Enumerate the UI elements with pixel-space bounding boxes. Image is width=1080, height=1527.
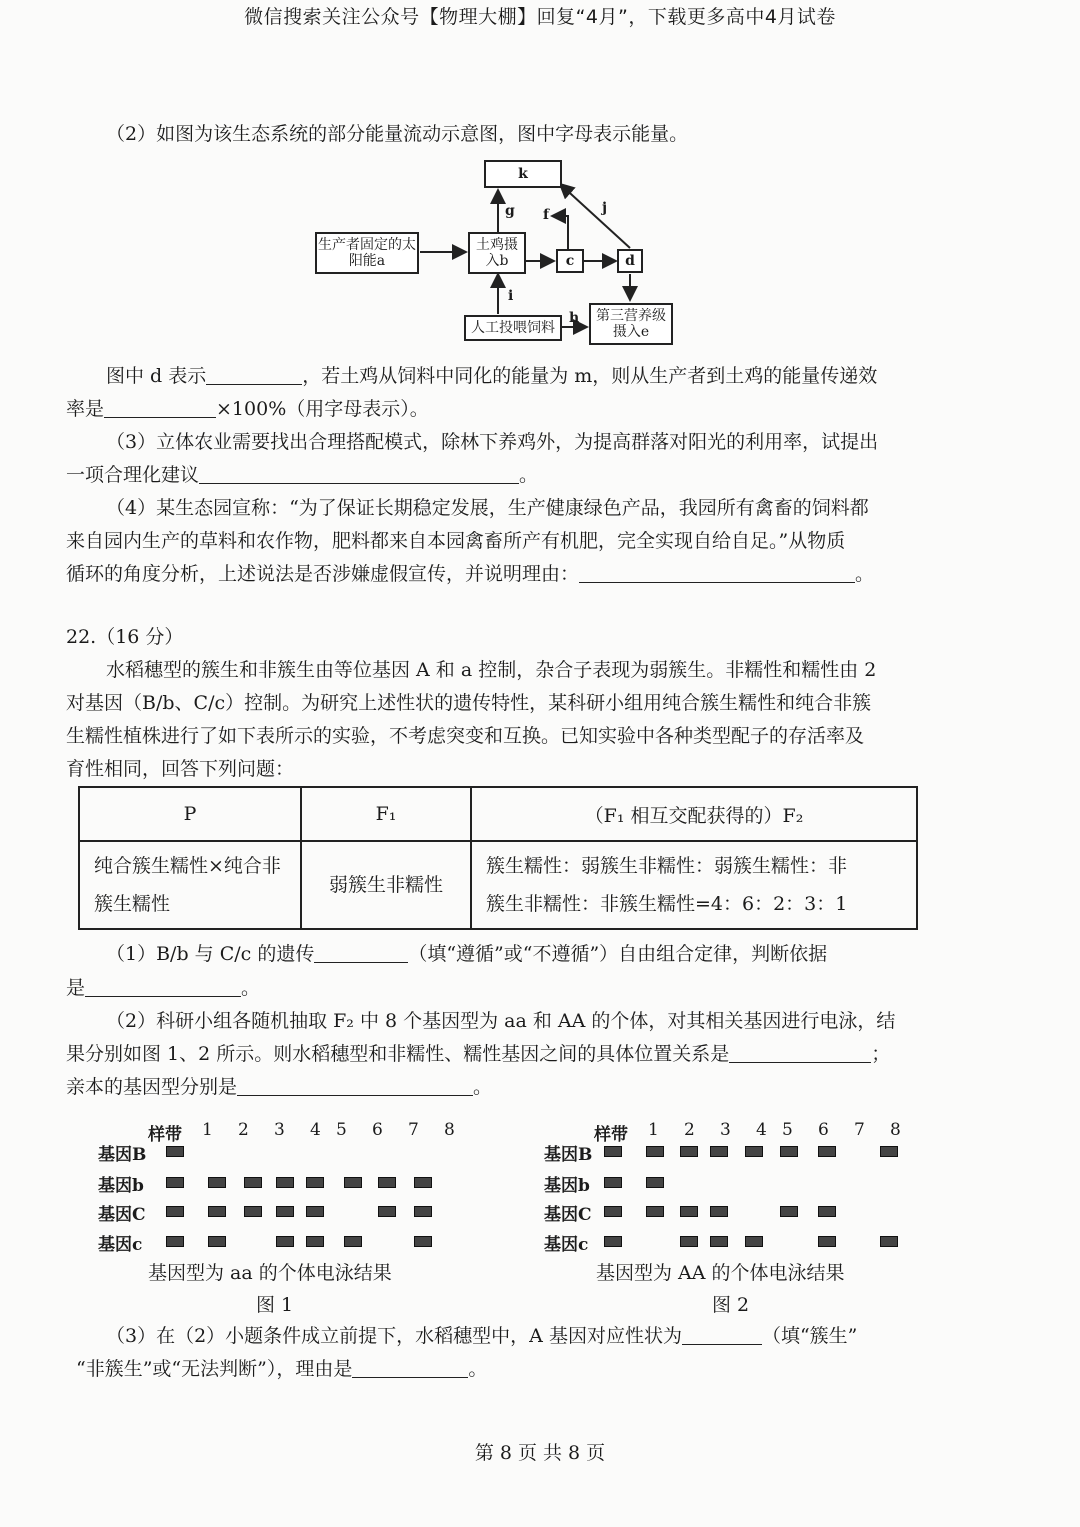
gel1-band — [208, 1236, 226, 1247]
label-i: i — [508, 288, 514, 304]
table-cell-f2: 簇生糯性：弱簇生非糯性：弱簇生糯性：非 簇生非糯性：非簇生糯性=4：6：2：3：1 — [471, 841, 917, 929]
gel1-band — [276, 1236, 294, 1247]
page-footer: 第 8 页 共 8 页 — [474, 1442, 606, 1464]
label-j: j — [602, 200, 608, 216]
gel2-band — [780, 1146, 798, 1157]
gel1-band — [244, 1206, 262, 1217]
node-c: c — [556, 249, 584, 273]
q22-sub1: （1）B/b 与 C/c 的遗传 （填“遵循”或“不遵循”）自由组合定律，判断依据 — [106, 938, 936, 970]
gel1-band — [378, 1206, 396, 1217]
gel2-figure-label: 图 2 — [712, 1294, 750, 1316]
gel1-lane-number: 3 — [274, 1120, 285, 1140]
answer-blank[interactable] — [314, 940, 408, 963]
gel1-row-label: 基因c — [98, 1235, 143, 1255]
gel1-band — [306, 1236, 324, 1247]
q22-title: 22.（16 分） — [66, 626, 184, 648]
q22-intro-2: 对基因（B/b、C/c）控制。为研究上述性状的遗传特性，某科研小组用纯合簇生糯性和纯合非簇 — [66, 692, 872, 714]
gel2-band — [710, 1146, 728, 1157]
gel1-band — [166, 1206, 184, 1217]
gel1-lane-number: 5 — [336, 1120, 347, 1140]
gel2-band — [646, 1206, 664, 1217]
table-cell-p: 纯合簇生糯性×纯合非 簇生糯性 — [79, 841, 301, 929]
gel2-lane-number: 1 — [648, 1120, 659, 1140]
gel2-band — [680, 1146, 698, 1157]
gel2-band — [880, 1236, 898, 1247]
q22-sub1-cont: 是 。 — [66, 972, 936, 1004]
gel1-row-label: 基因b — [98, 1176, 144, 1196]
cross-result-table — [78, 786, 918, 930]
gel2-row-label: 基因b — [544, 1176, 590, 1196]
answer-blank[interactable] — [199, 461, 519, 484]
answer-blank[interactable] — [206, 362, 302, 385]
page-header: 微信搜索关注公众号【物理大棚】回复“4月”，下载更多高中4月试卷 — [244, 6, 836, 28]
q21-part4-cont1: 来自园内生产的草料和农作物，肥料都来自本园禽畜所产有机肥，完全实现自给自足。”从物质 — [66, 530, 846, 552]
answer-blank[interactable] — [682, 1322, 762, 1345]
gel1-band — [414, 1206, 432, 1217]
gel1-band — [166, 1177, 184, 1188]
table-header-f2: （F₁ 相互交配获得的）F₂ — [471, 787, 917, 841]
gel1-band — [244, 1177, 262, 1188]
gel2-band — [680, 1206, 698, 1217]
gel1-caption: 基因型为 aa 的个体电泳结果 — [148, 1262, 392, 1284]
q22-intro-3: 生糯性植株进行了如下表所示的实验，不考虑突变和互换。已知实验中各种类型配子的存活率及 — [66, 725, 865, 747]
gel2-row-label: 基因B — [544, 1145, 593, 1165]
gel2-band — [818, 1206, 836, 1217]
gel2-band — [646, 1177, 664, 1188]
q22-intro-4: 育性相同，回答下列问题： — [66, 758, 295, 780]
q21-part4-cont2: 循环的角度分析，上述说法是否涉嫌虚假宣传，并说明理由： 。 — [66, 558, 936, 590]
gel1-band — [378, 1177, 396, 1188]
gel1-lane-number: 6 — [372, 1120, 383, 1140]
gel2-band — [710, 1236, 728, 1247]
gel2-band — [604, 1146, 622, 1157]
q21-part3-cont: 一项合理化建议 。 — [66, 459, 936, 491]
gel1-band — [166, 1146, 184, 1157]
table-header-p: P — [79, 787, 301, 841]
gel2-band — [710, 1206, 728, 1217]
gel1-band — [276, 1177, 294, 1188]
gel1-lane-number: 7 — [408, 1120, 419, 1140]
gel1-lane-number: 8 — [444, 1120, 455, 1140]
gel2-lane-number: 2 — [684, 1120, 695, 1140]
gel2-lane-header: 样带 — [594, 1125, 628, 1145]
label-g: g — [505, 203, 515, 219]
table-header-f1: F₁ — [301, 787, 471, 841]
q21-part4: （4）某生态园宣称：“为了保证长期稳定发展，生产健康绿色产品，我园所有禽畜的饲料都 — [106, 497, 869, 519]
q21-part2-intro: （2）如图为该生态系统的部分能量流动示意图，图中字母表示能量。 — [106, 123, 689, 145]
gel1-band — [166, 1236, 184, 1247]
gel2-band — [818, 1146, 836, 1157]
node-k: k — [484, 160, 562, 188]
gel1-row-label: 基因B — [98, 1145, 147, 1165]
gel2-band — [745, 1146, 763, 1157]
gel2-band — [604, 1177, 622, 1188]
node-chicken: 土鸡摄入b — [468, 232, 526, 274]
gel2-band — [880, 1146, 898, 1157]
gel1-band — [414, 1177, 432, 1188]
gel2-band — [780, 1206, 798, 1217]
gel1-lane-header: 样带 — [148, 1125, 182, 1145]
node-d: d — [617, 249, 643, 273]
answer-blank[interactable] — [104, 395, 216, 418]
label-f: f — [543, 207, 550, 223]
q22-sub2-cont: 果分别如图 1、2 所示。则水稻穗型和非糯性、糯性基因之间的具体位置关系是 ； — [66, 1038, 936, 1070]
gel1-row-label: 基因C — [98, 1205, 146, 1225]
answer-blank[interactable] — [729, 1040, 871, 1063]
answer-blank[interactable] — [579, 560, 855, 583]
gel1-band — [208, 1177, 226, 1188]
node-third-level: 第三营养级摄入e — [589, 303, 673, 345]
gel2-band — [604, 1236, 622, 1247]
gel2-row-label: 基因c — [544, 1235, 589, 1255]
gel1-band — [306, 1206, 324, 1217]
gel2-caption: 基因型为 AA 的个体电泳结果 — [596, 1262, 845, 1284]
q21-part3: （3）立体农业需要找出合理搭配模式，除林下养鸡外，为提高群落对阳光的利用率，试提出 — [106, 431, 879, 453]
gel2-band — [818, 1236, 836, 1247]
gel1-lane-number: 4 — [310, 1120, 321, 1140]
gel2-band — [604, 1206, 622, 1217]
gel2-lane-number: 6 — [818, 1120, 829, 1140]
gel1-band — [344, 1177, 362, 1188]
gel1-band — [344, 1236, 362, 1247]
gel1-lane-number: 1 — [202, 1120, 213, 1140]
gel1-lane-number: 2 — [238, 1120, 249, 1140]
table-cell-f1: 弱簇生非糯性 — [301, 841, 471, 929]
answer-blank[interactable] — [352, 1355, 468, 1378]
gel2-row-label: 基因C — [544, 1205, 592, 1225]
label-h: h — [569, 310, 580, 326]
node-producer: 生产者固定的太阳能a — [315, 232, 419, 274]
gel1-band — [208, 1206, 226, 1217]
gel2-lane-number: 7 — [854, 1120, 865, 1140]
gel2-lane-number: 5 — [782, 1120, 793, 1140]
answer-blank[interactable] — [85, 974, 241, 997]
q21-part2-question: 图中 d 表示 ，若土鸡从饲料中同化的能量为 m，则从生产者到土鸡的能量传递效 — [106, 360, 936, 392]
q22-sub2: （2）科研小组各随机抽取 F₂ 中 8 个基因型为 aa 和 AA 的个体，对其相关基因进行电泳，结 — [106, 1010, 896, 1032]
gel1-band — [306, 1177, 324, 1188]
q22-sub3: （3）在（2）小题条件成立前提下，水稻穗型中，A 基因对应性状为 （填“簇生” — [106, 1320, 936, 1352]
gel2-lane-number: 8 — [890, 1120, 901, 1140]
q22-sub3-cont: “非簇生”或“无法判断”），理由是 。 — [76, 1353, 946, 1385]
q22-sub2-cont2: 亲本的基因型分别是 。 — [66, 1071, 936, 1103]
q22-intro-1: 水稻穗型的簇生和非簇生由等位基因 A 和 a 控制，杂合子表现为弱簇生。非糯性和糯性由 2 — [106, 659, 877, 681]
gel2-lane-number: 3 — [720, 1120, 731, 1140]
gel1-figure-label: 图 1 — [256, 1294, 294, 1316]
gel1-band — [276, 1206, 294, 1217]
gel2-lane-number: 4 — [756, 1120, 767, 1140]
node-feed: 人工投喂饲料 — [464, 315, 562, 341]
gel2-band — [646, 1146, 664, 1157]
q21-part2-question-cont: 率是 ×100%（用字母表示）。 — [66, 393, 936, 425]
gel2-band — [680, 1236, 698, 1247]
gel2-band — [745, 1236, 763, 1247]
answer-blank[interactable] — [237, 1073, 473, 1096]
gel1-band — [414, 1236, 432, 1247]
